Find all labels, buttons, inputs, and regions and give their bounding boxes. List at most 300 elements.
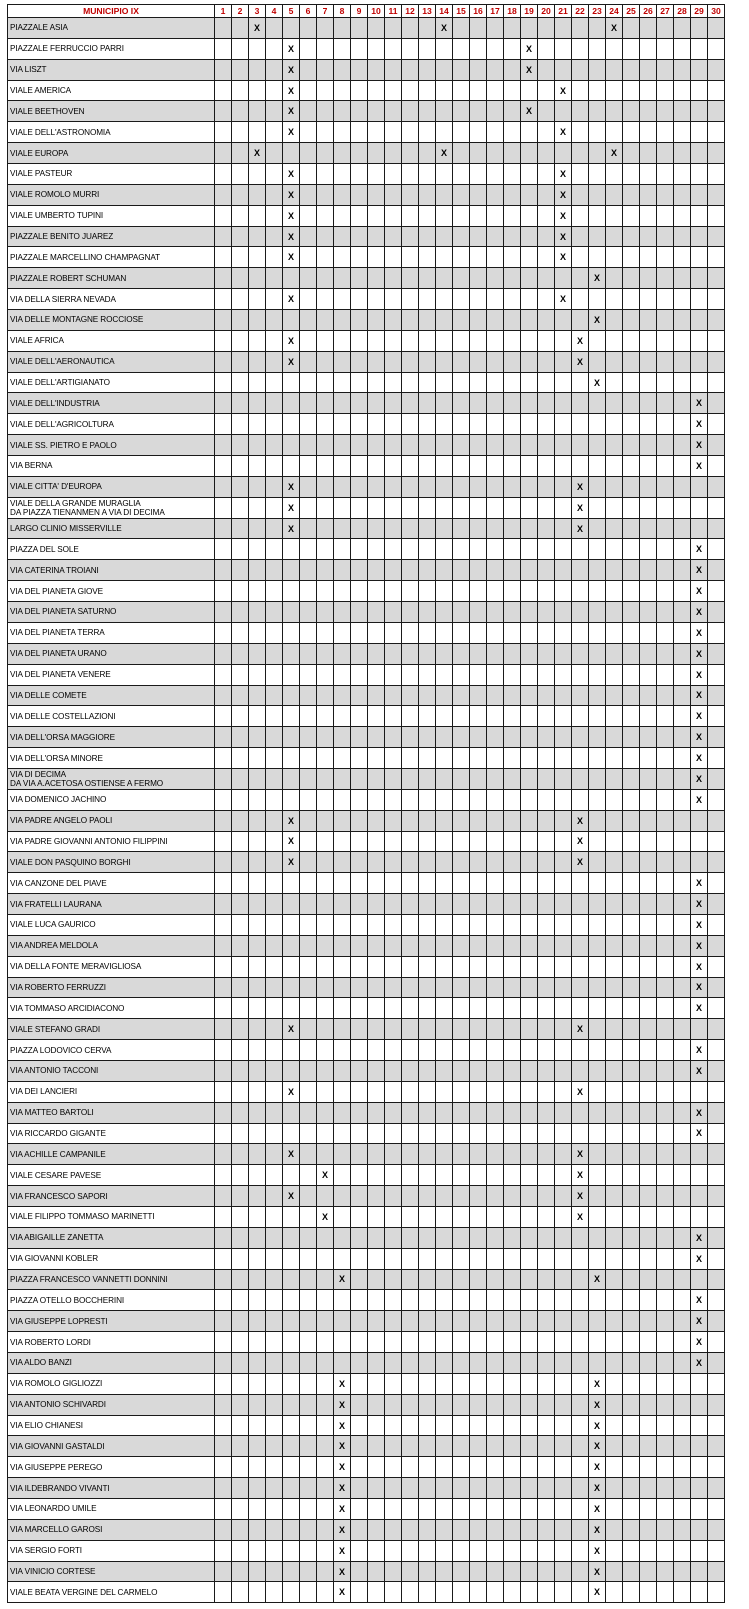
day-cell	[538, 1269, 555, 1290]
day-cell	[538, 1290, 555, 1311]
day-cell	[283, 1457, 300, 1478]
table-row	[8, 143, 725, 164]
day-cell	[640, 1269, 657, 1290]
day-header-22: 22	[572, 5, 589, 18]
day-cell	[504, 998, 521, 1019]
day-cell	[640, 643, 657, 664]
day-cell	[538, 1102, 555, 1123]
day-cell	[232, 602, 249, 623]
street-name-line: VIALE DELLA GRANDE MURAGLIA	[10, 498, 141, 508]
day-cell	[538, 351, 555, 372]
day-cell	[436, 372, 453, 393]
day-cell	[232, 727, 249, 748]
day-cell	[368, 873, 385, 894]
day-cell	[572, 622, 589, 643]
day-cell	[351, 101, 368, 122]
table-row	[8, 643, 725, 664]
day-cell	[266, 602, 283, 623]
street-name-line: VIA RICCARDO GIGANTE	[10, 1128, 106, 1138]
day-cell	[487, 1561, 504, 1582]
day-cell	[674, 1081, 691, 1102]
table-row	[8, 1478, 725, 1499]
day-cell	[334, 1206, 351, 1227]
day-cell	[657, 1144, 674, 1165]
day-cell	[334, 330, 351, 351]
day-cell	[351, 497, 368, 518]
day-cell	[623, 101, 640, 122]
day-cell	[249, 393, 266, 414]
day-header-23: 23	[589, 5, 606, 18]
street-name-line: VIA DEL PIANETA SATURNO	[10, 607, 117, 617]
day-cell	[283, 1415, 300, 1436]
day-cell	[657, 998, 674, 1019]
table-row	[8, 1123, 725, 1144]
day-cell	[436, 435, 453, 456]
day-cell	[436, 226, 453, 247]
day-cell	[538, 1165, 555, 1186]
day-cell	[708, 1040, 725, 1061]
day-mark: X	[606, 143, 623, 164]
day-cell	[623, 581, 640, 602]
day-cell	[623, 1394, 640, 1415]
day-cell	[368, 706, 385, 727]
day-cell	[351, 476, 368, 497]
day-cell	[487, 435, 504, 456]
day-cell	[436, 268, 453, 289]
header-row	[8, 5, 725, 18]
day-cell	[232, 977, 249, 998]
day-cell	[368, 852, 385, 873]
day-header-27: 27	[657, 5, 674, 18]
table-row	[8, 1353, 725, 1374]
day-cell	[453, 539, 470, 560]
day-cell	[453, 1353, 470, 1374]
day-cell	[266, 1227, 283, 1248]
day-cell	[538, 414, 555, 435]
day-cell	[385, 1269, 402, 1290]
table-row	[8, 1269, 725, 1290]
day-cell	[623, 1353, 640, 1374]
day-cell	[487, 1206, 504, 1227]
day-cell	[623, 122, 640, 143]
day-cell	[555, 476, 572, 497]
day-cell	[300, 1123, 317, 1144]
day-cell	[385, 873, 402, 894]
day-cell	[606, 873, 623, 894]
day-cell	[334, 748, 351, 769]
day-cell	[249, 622, 266, 643]
day-cell	[538, 205, 555, 226]
day-cell	[436, 581, 453, 602]
day-cell	[232, 80, 249, 101]
day-cell	[232, 1186, 249, 1207]
day-cell	[232, 1415, 249, 1436]
day-cell	[657, 977, 674, 998]
day-cell	[334, 685, 351, 706]
day-cell	[266, 330, 283, 351]
day-cell	[572, 289, 589, 310]
day-cell	[521, 1436, 538, 1457]
day-cell	[317, 1457, 334, 1478]
street-name-line: VIA CATERINA TROIANI	[10, 565, 99, 575]
day-cell	[300, 1102, 317, 1123]
day-cell	[402, 80, 419, 101]
day-cell	[674, 1206, 691, 1227]
day-cell	[385, 330, 402, 351]
day-cell	[351, 143, 368, 164]
day-cell	[351, 1206, 368, 1227]
day-cell	[487, 1165, 504, 1186]
day-cell	[589, 1102, 606, 1123]
day-cell	[266, 1311, 283, 1332]
day-cell	[606, 393, 623, 414]
day-cell	[266, 768, 283, 789]
day-cell	[334, 1019, 351, 1040]
day-cell	[504, 810, 521, 831]
day-cell	[691, 1561, 708, 1582]
day-cell	[249, 1081, 266, 1102]
day-cell	[351, 539, 368, 560]
day-cell	[232, 685, 249, 706]
day-cell	[385, 956, 402, 977]
day-cell	[623, 1415, 640, 1436]
day-cell	[334, 873, 351, 894]
day-cell	[419, 476, 436, 497]
day-cell	[555, 268, 572, 289]
day-cell	[385, 38, 402, 59]
day-cell	[538, 1332, 555, 1353]
day-cell	[470, 664, 487, 685]
day-mark: X	[691, 581, 708, 602]
day-cell	[283, 1519, 300, 1540]
day-cell	[504, 518, 521, 539]
day-cell	[368, 497, 385, 518]
day-cell	[351, 205, 368, 226]
day-cell	[317, 184, 334, 205]
day-cell	[487, 873, 504, 894]
day-cell	[572, 1540, 589, 1561]
day-cell	[640, 1436, 657, 1457]
day-cell	[368, 1123, 385, 1144]
day-cell	[606, 1144, 623, 1165]
day-cell	[589, 1332, 606, 1353]
day-cell	[674, 1499, 691, 1520]
street-name-cell	[8, 1311, 215, 1332]
day-cell	[368, 435, 385, 456]
day-cell	[385, 456, 402, 477]
street-name-line: VIA ROMOLO GIGLIOZZI	[10, 1379, 103, 1389]
day-cell	[640, 456, 657, 477]
day-cell	[249, 122, 266, 143]
day-cell	[572, 372, 589, 393]
day-cell	[283, 1582, 300, 1603]
day-mark: X	[691, 456, 708, 477]
day-mark: X	[589, 372, 606, 393]
day-cell	[708, 643, 725, 664]
day-cell	[691, 38, 708, 59]
day-header-20: 20	[538, 5, 555, 18]
day-cell	[453, 1311, 470, 1332]
day-cell	[708, 789, 725, 810]
day-cell	[419, 59, 436, 80]
day-cell	[215, 351, 232, 372]
day-cell	[606, 435, 623, 456]
day-cell	[232, 351, 249, 372]
day-cell	[385, 1353, 402, 1374]
table-row	[8, 393, 725, 414]
street-name-cell	[8, 664, 215, 685]
day-cell	[606, 1499, 623, 1520]
day-cell	[504, 247, 521, 268]
day-cell	[215, 748, 232, 769]
day-mark: X	[691, 435, 708, 456]
day-cell	[470, 80, 487, 101]
day-cell	[657, 330, 674, 351]
day-cell	[555, 622, 572, 643]
street-name-line: VIA GIOVANNI GASTALDI	[10, 1441, 105, 1451]
day-cell	[453, 998, 470, 1019]
table-row	[8, 1290, 725, 1311]
day-cell	[606, 1332, 623, 1353]
day-cell	[300, 914, 317, 935]
day-cell	[402, 810, 419, 831]
day-cell	[470, 1457, 487, 1478]
day-cell	[368, 685, 385, 706]
day-cell	[538, 18, 555, 39]
day-cell	[589, 956, 606, 977]
day-cell	[453, 894, 470, 915]
day-cell	[623, 1540, 640, 1561]
street-name-line: VIALE LUCA GAURICO	[10, 920, 96, 930]
table-row	[8, 456, 725, 477]
day-cell	[470, 894, 487, 915]
day-cell	[589, 1311, 606, 1332]
day-cell	[487, 164, 504, 185]
day-cell	[708, 1332, 725, 1353]
day-cell	[504, 1540, 521, 1561]
day-cell	[691, 310, 708, 331]
day-cell	[487, 268, 504, 289]
day-cell	[555, 393, 572, 414]
day-cell	[589, 476, 606, 497]
day-cell	[453, 476, 470, 497]
day-cell	[317, 1248, 334, 1269]
day-cell	[232, 205, 249, 226]
day-cell	[708, 1394, 725, 1415]
day-cell	[453, 1060, 470, 1081]
day-cell	[419, 268, 436, 289]
day-cell	[708, 122, 725, 143]
day-cell	[657, 372, 674, 393]
day-cell	[317, 1144, 334, 1165]
day-cell	[402, 1478, 419, 1499]
day-cell	[283, 894, 300, 915]
day-mark: X	[691, 1060, 708, 1081]
day-cell	[657, 706, 674, 727]
day-cell	[657, 476, 674, 497]
day-cell	[419, 1353, 436, 1374]
day-cell	[266, 935, 283, 956]
day-cell	[283, 685, 300, 706]
day-cell	[402, 706, 419, 727]
day-header-16: 16	[470, 5, 487, 18]
day-cell	[334, 476, 351, 497]
day-cell	[538, 664, 555, 685]
day-cell	[589, 330, 606, 351]
day-cell	[623, 810, 640, 831]
day-cell	[249, 1123, 266, 1144]
day-cell	[657, 1269, 674, 1290]
day-cell	[436, 727, 453, 748]
street-name-line: DA VIA A.ACETOSA OSTIENSE A FERMO	[10, 778, 164, 788]
day-cell	[640, 310, 657, 331]
day-cell	[521, 268, 538, 289]
day-mark: X	[283, 80, 300, 101]
day-cell	[623, 1081, 640, 1102]
day-cell	[708, 1248, 725, 1269]
street-name-cell	[8, 1436, 215, 1457]
day-cell	[674, 164, 691, 185]
day-cell	[334, 1081, 351, 1102]
day-cell	[385, 518, 402, 539]
street-name-line: VIALE FILIPPO TOMMASO MARINETTI	[10, 1212, 155, 1222]
day-mark: X	[589, 1561, 606, 1582]
day-cell	[300, 1478, 317, 1499]
day-header-1: 1	[215, 5, 232, 18]
day-cell	[453, 664, 470, 685]
day-mark: X	[589, 1269, 606, 1290]
day-cell	[504, 748, 521, 769]
day-cell	[351, 1540, 368, 1561]
day-cell	[300, 1227, 317, 1248]
day-cell	[708, 268, 725, 289]
day-cell	[640, 831, 657, 852]
day-cell	[266, 789, 283, 810]
day-mark: X	[589, 1582, 606, 1603]
day-cell	[334, 372, 351, 393]
day-cell	[691, 268, 708, 289]
day-cell	[283, 1332, 300, 1353]
day-cell	[266, 1394, 283, 1415]
day-header-17: 17	[487, 5, 504, 18]
day-cell	[691, 18, 708, 39]
day-cell	[419, 1519, 436, 1540]
day-cell	[657, 1582, 674, 1603]
day-cell	[555, 497, 572, 518]
day-cell	[453, 1457, 470, 1478]
day-cell	[674, 706, 691, 727]
day-mark: X	[691, 643, 708, 664]
day-cell	[385, 1373, 402, 1394]
day-cell	[640, 956, 657, 977]
day-cell	[266, 143, 283, 164]
table-row	[8, 1102, 725, 1123]
day-cell	[572, 1102, 589, 1123]
day-cell	[504, 476, 521, 497]
day-cell	[487, 1060, 504, 1081]
day-cell	[504, 1519, 521, 1540]
day-cell	[470, 1373, 487, 1394]
day-cell	[402, 1123, 419, 1144]
day-cell	[606, 956, 623, 977]
day-cell	[436, 956, 453, 977]
day-cell	[385, 539, 402, 560]
day-cell	[419, 143, 436, 164]
day-cell	[419, 622, 436, 643]
day-cell	[266, 226, 283, 247]
day-cell	[232, 998, 249, 1019]
day-cell	[232, 560, 249, 581]
day-cell	[674, 894, 691, 915]
day-cell	[266, 1457, 283, 1478]
day-cell	[436, 998, 453, 1019]
day-header-19: 19	[521, 5, 538, 18]
day-cell	[249, 727, 266, 748]
day-cell	[402, 164, 419, 185]
day-cell	[674, 1144, 691, 1165]
day-cell	[555, 560, 572, 581]
day-cell	[521, 393, 538, 414]
day-cell	[436, 935, 453, 956]
day-cell	[657, 310, 674, 331]
day-cell	[674, 18, 691, 39]
day-cell	[453, 873, 470, 894]
day-cell	[674, 602, 691, 623]
day-cell	[334, 1060, 351, 1081]
day-cell	[215, 1144, 232, 1165]
day-cell	[385, 289, 402, 310]
day-cell	[623, 831, 640, 852]
day-cell	[555, 1499, 572, 1520]
day-cell	[351, 1186, 368, 1207]
day-cell	[538, 706, 555, 727]
day-cell	[368, 1102, 385, 1123]
schedule-table	[7, 4, 725, 1603]
day-cell	[504, 664, 521, 685]
day-cell	[453, 226, 470, 247]
day-cell	[300, 1186, 317, 1207]
day-cell	[249, 1248, 266, 1269]
day-cell	[504, 226, 521, 247]
day-cell	[334, 101, 351, 122]
street-name-cell	[8, 852, 215, 873]
day-mark: X	[283, 1019, 300, 1040]
day-cell	[555, 1144, 572, 1165]
day-cell	[589, 602, 606, 623]
day-cell	[232, 1519, 249, 1540]
day-mark: X	[691, 789, 708, 810]
day-cell	[572, 768, 589, 789]
day-cell	[708, 184, 725, 205]
day-cell	[470, 1394, 487, 1415]
day-cell	[572, 80, 589, 101]
day-cell	[317, 1394, 334, 1415]
day-cell	[504, 372, 521, 393]
day-header-30: 30	[708, 5, 725, 18]
day-cell	[317, 476, 334, 497]
day-cell	[640, 1353, 657, 1374]
day-cell	[334, 456, 351, 477]
day-cell	[402, 1353, 419, 1374]
day-cell	[674, 1353, 691, 1374]
street-name-line: VIA ACHILLE CAMPANILE	[10, 1149, 106, 1159]
day-cell	[300, 518, 317, 539]
day-cell	[385, 268, 402, 289]
day-cell	[402, 1519, 419, 1540]
day-cell	[283, 268, 300, 289]
day-cell	[640, 476, 657, 497]
day-cell	[249, 914, 266, 935]
